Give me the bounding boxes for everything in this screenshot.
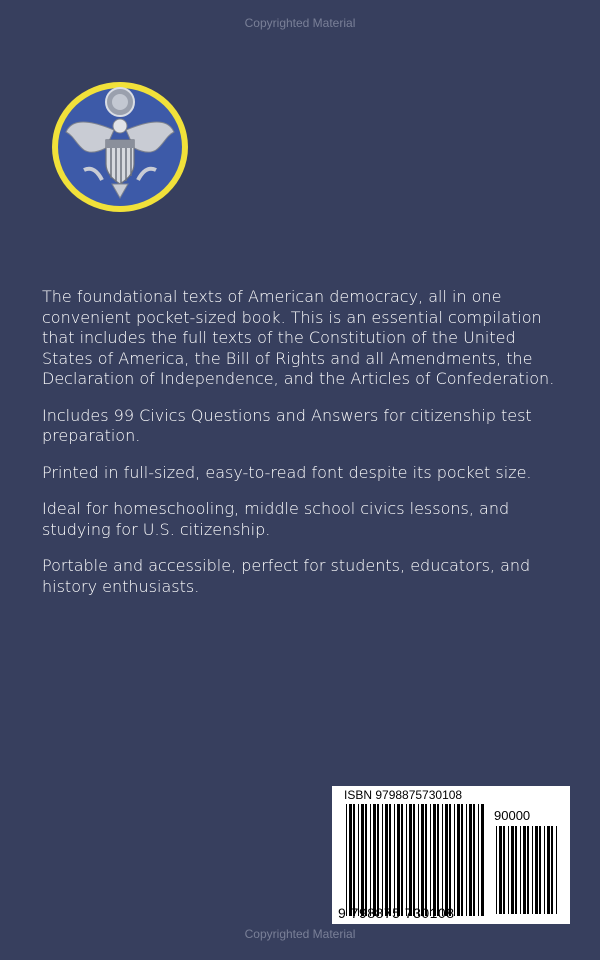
barcode-bar [544,826,545,914]
barcode-bar [461,804,463,916]
barcode-bar [377,804,379,916]
barcode-bar [520,826,521,914]
barcode-bar [358,804,359,916]
barcode-bar [442,804,443,916]
barcode-bar [445,804,448,916]
barcode-bar [346,804,347,916]
barcode-bar [478,804,479,916]
barcode-bar [499,826,502,914]
barcode-bar [481,804,484,916]
barcode-bar [473,804,475,916]
barcode-bar [466,804,467,916]
barcode-bar [437,804,439,916]
barcode-bar [382,804,383,916]
barcode-bar [454,804,455,916]
back-cover-description [42,287,562,613]
barcode-bar [523,826,526,914]
barcode-bar [394,804,395,916]
barcode-bar [547,826,550,914]
barcode-bar [469,804,472,916]
barcode-bar [496,826,497,914]
price-code: 90000 [494,808,531,823]
barcode-bar [511,826,514,914]
barcode-bar [556,826,557,914]
great-seal-eagle-icon [50,80,190,214]
barcode-bar [361,804,364,916]
barcode-bar [449,804,451,916]
barcode-bar [532,826,533,914]
barcode-bar [413,804,415,916]
barcode-bar [425,804,427,916]
barcode-bar [508,826,509,914]
barcode-bar [433,804,436,916]
isbn-label: ISBN 9798875730108 [344,788,463,802]
isbn-barcode-box [332,786,570,924]
isbn-digits: 9 798875 730108 [338,905,455,921]
description-paragraph: Portable and accessible, perfect for students, educators, and history enthusiasts. [42,556,531,596]
barcode-bar [457,804,460,916]
barcode-bar [539,826,541,914]
description-paragraph: Includes 99 Civics Questions and Answers for citizenship test preparation. [42,405,532,445]
barcode-bars [332,786,570,924]
watermark-top: Copyrighted Material [244,16,356,30]
barcode-bar [535,826,538,914]
watermark-bottom: Copyrighted Material [244,927,356,941]
barcode-bar [430,804,431,916]
description-paragraph: Printed in full-sized, easy-to-read font despite its pocket size. [42,462,532,482]
barcode-bar [397,804,400,916]
barcode-bar [365,804,367,916]
description-paragraph: The foundational texts of American democracy, all in one convenient pocket-sized book. This is an essential compilation that includes the full texts of the Constitution of the United States of America, the Bill of Rights and all Amendments, the Declaration of Independence, and the Articles of Confederation. [42,287,555,388]
barcode-bar [418,804,419,916]
barcode-bar [385,804,388,916]
description-paragraph: Ideal for homeschooling, middle school civics lessons, and studying for U.S. citizenship. [42,499,510,539]
barcode-bar [503,826,505,914]
barcode-bar [401,804,403,916]
barcode-bar [349,804,352,916]
barcode-bar [370,804,371,916]
barcode-bar [515,826,517,914]
barcode-bar [406,804,407,916]
barcode-bar [389,804,391,916]
barcode-bar [373,804,376,916]
barcode-bar [353,804,355,916]
barcode-bar [551,826,553,914]
barcode-bar [409,804,412,916]
barcode-bar [527,826,529,914]
barcode-bar [421,804,424,916]
